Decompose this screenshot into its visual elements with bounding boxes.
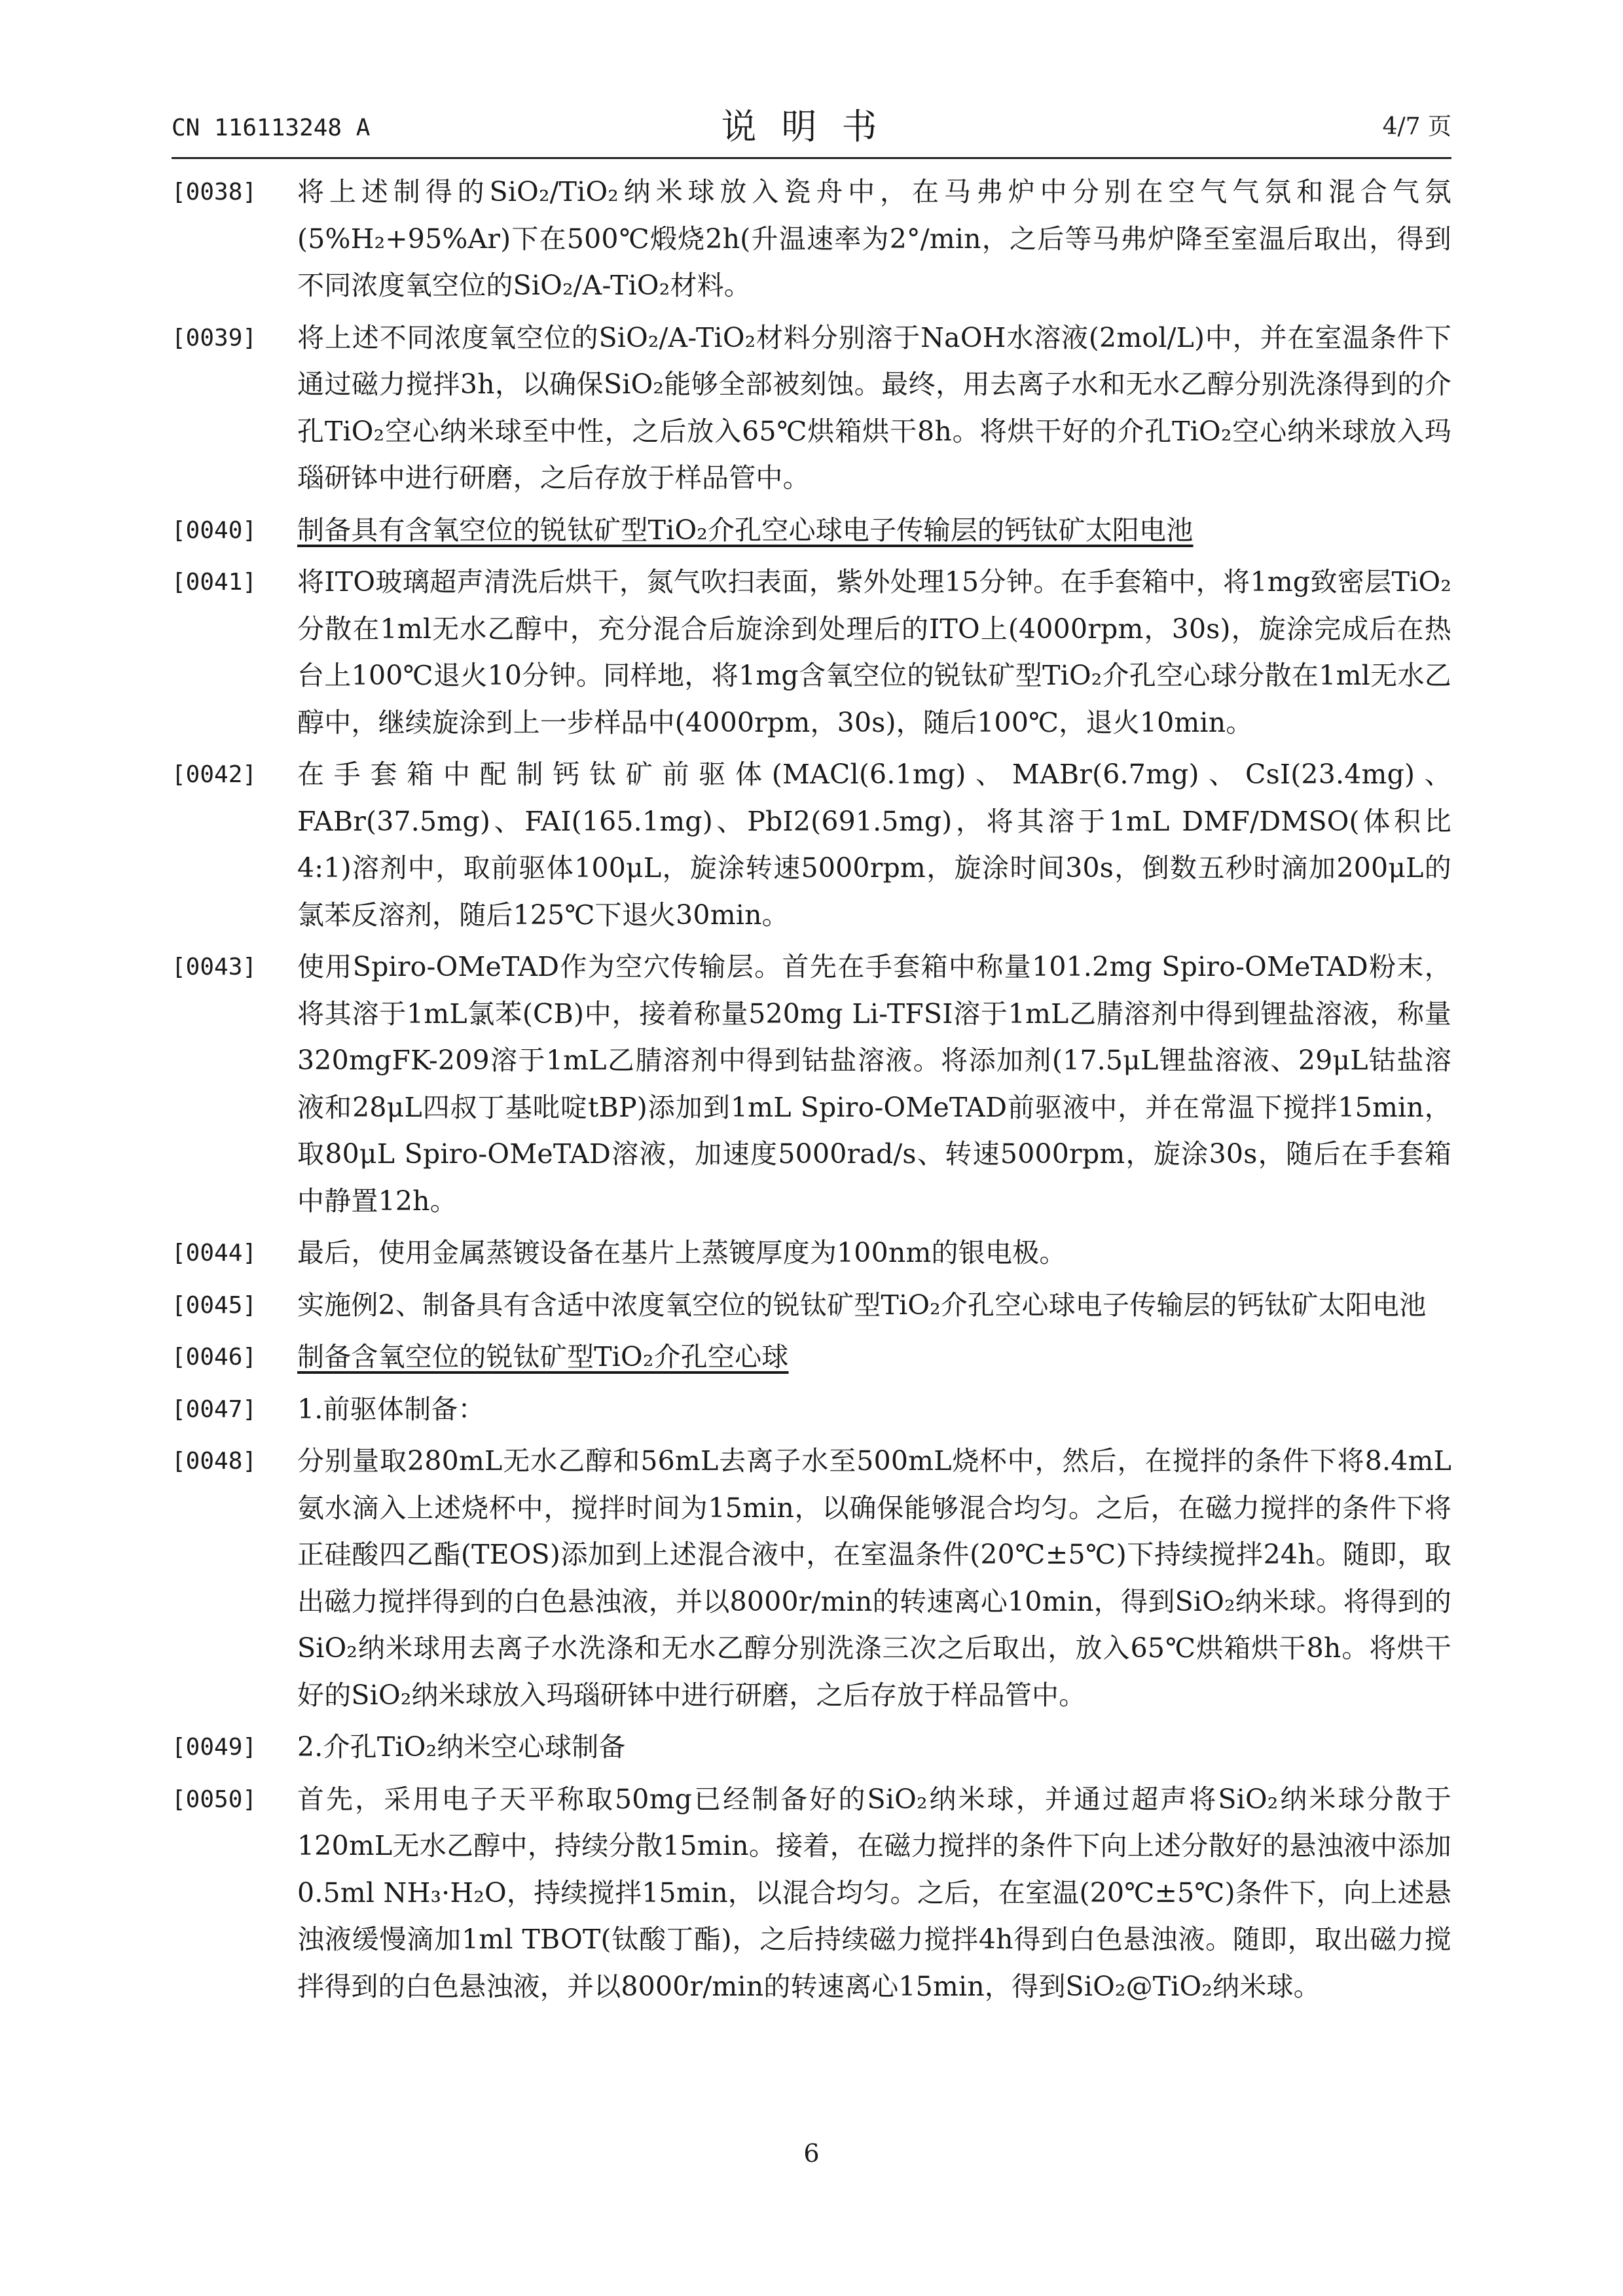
paragraph-number: [0038] [172, 179, 257, 206]
paragraph-text: 实施例2、制备具有含适中浓度氧空位的锐钛矿型TiO₂介孔空心球电子传输层的钙钛矿太阳电池 [297, 1289, 1427, 1321]
paragraph-number: [0048] [172, 1448, 257, 1475]
publication-number: CN 116113248 A [172, 115, 371, 141]
paragraph-number: [0041] [172, 569, 257, 596]
paragraph-text: 将上述不同浓度氧空位的SiO₂/A-TiO₂材料分别溶于NaOH水溶液(2mol/L)中，并在室温条件下通过磁力搅拌3h，以确保SiO₂能够全部被刻蚀。最终，用去离子水和无水乙醇分别洗涤得到的介孔TiO₂空心纳米球至中性，之后放入65℃烘箱烘干8h。将烘干好的介孔TiO₂空心纳米球放入玛瑙研钵中进行研磨，之后存放于样品管中。 [297, 321, 1451, 493]
paragraph-text: 使用Spiro-OMeTAD作为空穴传输层。首先在手套箱中称量101.2mg Spiro-OMeTAD粉末，将其溶于1mL氯苯(CB)中，接着称量520mg Li-TFSI溶于1mL乙腈溶剂中得到锂盐溶液，称量320mgFK-209溶于1mL乙腈溶剂中得到钴盐溶液。将添加剂(17.5μL锂盐溶液、29μL钴盐溶液和28μL四叔丁基吡啶tBP)添加到1mL Spiro-OMeTAD前驱液中，并在常温下搅拌15min，取80μL Spiro-OMeTAD溶液，加速度5000rad/s、转速5000rpm，旋涂30s，随后在手套箱中静置12h。 [297, 951, 1451, 1217]
paragraph [172, 559, 1451, 746]
paragraph [172, 1230, 1451, 1277]
document-title: 说明书 [721, 106, 902, 147]
paragraph-text: 2.介孔TiO₂纳米空心球制备 [297, 1731, 626, 1763]
paragraph-text: 首先，采用电子天平称取50mg已经制备好的SiO₂纳米球，并通过超声将SiO₂纳米球分散于120mL无水乙醇中，持续分散15min。接着，在磁力搅拌的条件下向上述分散好的悬浊液中添加0.5ml NH₃·H₂O，持续搅拌15min，以混合均匀。之后，在室温(20℃±5℃)条件下，向上述悬浊液缓慢滴加1ml TBOT(钛酸丁酯)，之后持续磁力搅拌4h得到白色悬浊液。随即，取出磁力搅拌得到的白色悬浊液，并以8000r/min的转速离心15min，得到SiO₂@TiO₂纳米球。 [297, 1783, 1451, 2002]
paragraph-number: [0043] [172, 954, 257, 980]
paragraph [172, 1282, 1451, 1329]
paragraph [172, 1724, 1451, 1771]
paragraph-number: [0047] [172, 1395, 257, 1423]
paragraph [172, 315, 1451, 502]
paragraph-text: 1.前驱体制备： [297, 1393, 485, 1425]
paragraph-number: [0045] [172, 1291, 257, 1319]
paragraph [172, 944, 1451, 1225]
paragraph-number: [0042] [172, 761, 257, 788]
page-number: 6 [803, 2139, 820, 2168]
paragraph-number: [0046] [172, 1344, 257, 1371]
paragraph-text: 在手套箱中配制钙钛矿前驱体(MACl(6.1mg)、MABr(6.7mg)、CsI(23.4mg)、FABr(37.5mg)、FAI(165.1mg)、PbI2(691.5mg)，将其溶于1mL DMF/DMSO(体积比4:1)溶剂中，取前驱体100μL，旋涂转速5000rpm，旋涂时间30s，倒数五秒时滴加200μL的氯苯反溶剂，随后125℃下退火30min。 [297, 759, 1451, 931]
paragraph-text: 分别量取280mL无水乙醇和56mL去离子水至500mL烧杯中，然后，在搅拌的条件下将8.4mL氨水滴入上述烧杯中，搅拌时间为15min，以确保能够混合均匀。之后，在磁力搅拌的条件下将正硅酸四乙酯(TEOS)添加到上述混合液中，在室温条件(20℃±5℃)下持续搅拌24h。随即，取出磁力搅拌得到的白色悬浊液，并以8000r/min的转速离心10min，得到SiO₂纳米球。将得到的SiO₂纳米球用去离子水洗涤和无水乙醇分别洗涤三次之后取出，放入65℃烘箱烘干8h。将烘干好的SiO₂纳米球放入玛瑙研钵中进行研磨，之后存放于样品管中。 [297, 1445, 1451, 1711]
document-body [172, 169, 1451, 2015]
paragraph [172, 507, 1451, 554]
paragraph-text: 将上述制得的SiO₂/TiO₂纳米球放入瓷舟中，在马弗炉中分别在空气气氛和混合气氛(5%H₂+95%Ar)下在500℃煅烧2h(升温速率为2°/min，之后等马弗炉降至室温后取出，得到不同浓度氧空位的SiO₂/A-TiO₂材料。 [297, 176, 1451, 301]
paragraph-number: [0049] [172, 1734, 257, 1761]
paragraph [172, 1776, 1451, 2011]
paragraph [172, 1438, 1451, 1719]
paragraph-number: [0044] [172, 1240, 257, 1266]
page-indicator: 4/7 页 [1382, 113, 1451, 140]
section-heading: 制备含氧空位的锐钛矿型TiO₂介孔空心球 [297, 1341, 789, 1372]
section-heading: 制备具有含氧空位的锐钛矿型TiO₂介孔空心球电子传输层的钙钛矿太阳电池 [297, 514, 1194, 546]
header-rule [172, 157, 1451, 159]
paragraph-text: 将ITO玻璃超声清洗后烘干，氮气吹扫表面，紫外处理15分钟。在手套箱中，将1mg致密层TiO₂分散在1ml无水乙醇中，充分混合后旋涂到处理后的ITO上(4000rpm，30s)，旋涂完成后在热台上100℃退火10分钟。同样地，将1mg含氧空位的锐钛矿型TiO₂介孔空心球分散在1ml无水乙醇中，继续旋涂到上一步样品中(4000rpm，30s)，随后100℃，退火10min。 [297, 566, 1451, 738]
paragraph [172, 1334, 1451, 1381]
paragraph [172, 169, 1451, 310]
paragraph [172, 751, 1451, 939]
paragraph-number: [0040] [172, 516, 257, 544]
page-header [172, 98, 1451, 157]
paragraph-number: [0050] [172, 1785, 257, 1813]
paragraph-number: [0039] [172, 324, 257, 351]
paragraph-text: 最后，使用金属蒸镀设备在基片上蒸镀厚度为100nm的银电极。 [297, 1237, 1067, 1268]
paragraph [172, 1386, 1451, 1433]
